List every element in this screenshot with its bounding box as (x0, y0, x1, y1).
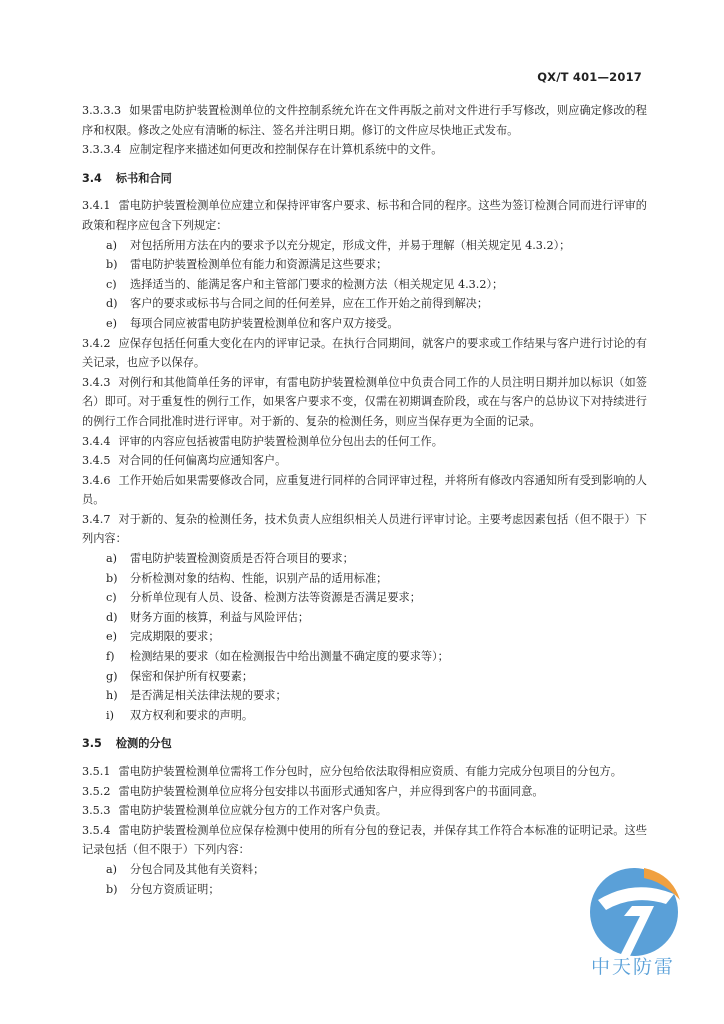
list-item-text: 分析检测对象的结构、性能，识别产品的适用标准； (130, 571, 388, 585)
clause-number: 3.4.6 (82, 473, 111, 487)
clause-paragraph (82, 821, 647, 860)
clause-text: 应保存包括任何重大变化在内的评审记录。在执行合同期间，就客户的要求或工作结果与客户进行讨论的有关记录，也应予以保存。 (82, 336, 647, 370)
list-item (82, 588, 647, 608)
list-item-text: 是否满足相关法律法规的要求； (130, 689, 287, 703)
clause-number: 3.3.3.3 (82, 104, 122, 117)
list-item-label: a) (106, 552, 118, 566)
list-item-text: 分析单位现有人员、设备、检测方法等资源是否满足要求； (130, 591, 421, 605)
clause-paragraph (82, 196, 647, 235)
clause-paragraph (82, 782, 647, 802)
list-item-label: a) (106, 238, 118, 252)
clause-paragraph (82, 432, 647, 452)
clause-number: 3.4.3 (82, 375, 111, 389)
clause-paragraph (82, 334, 647, 373)
clause-number: 3.4.7 (82, 512, 111, 526)
list-item (82, 608, 647, 628)
clause-paragraph (82, 801, 647, 821)
section-heading (82, 169, 647, 189)
list-item (82, 314, 647, 334)
list-item-label: c) (106, 277, 117, 291)
list-item (82, 860, 647, 880)
clause-text: 评审的内容应包括被雷电防护装置检测单位分包出去的任何工作。 (118, 434, 443, 448)
list-item-label: g) (106, 669, 118, 683)
list-item-text: 分包方资质证明； (130, 882, 220, 896)
section-title: 检测的分包 (115, 737, 172, 751)
clause-number: 3.5.1 (82, 765, 111, 778)
list-item-text: 完成期限的要求； (130, 630, 220, 644)
clause-text: 对例行和其他简单任务的评审，有雷电防护装置检测单位中负责合同工作的人员注明日期并加以标识（如签名）即可。对于重复性的例行工作，如果客户要求不变，仅需在初期调查阶段，或在与客户的总协议下对持续进行的例行工作合同批准时进行评审。对于新的、复杂的检测任务，则应当保存更为全面的记录。 (82, 375, 647, 428)
section-number: 3.5 (82, 737, 102, 751)
list-item-text: 检测结果的要求（如在检测报告中给出测量不确定度的要求等）； (130, 650, 449, 664)
list-item-text: 对包括所用方法在内的要求予以充分规定，形成文件，并易于理解（相关规定见 4.3.2）； (130, 238, 571, 252)
list-item (82, 706, 647, 726)
list-item (82, 275, 647, 295)
list-item (82, 686, 647, 706)
page-number: 5 (635, 924, 642, 935)
list-item-text: 每项合同应被雷电防护装置检测单位和客户双方接受。 (130, 316, 399, 330)
list-item (82, 255, 647, 275)
clause-paragraph (82, 451, 647, 471)
list-item-label: h) (106, 689, 118, 703)
clause-text: 应制定程序来描述如何更改和控制保存在计算机系统中的文件。 (129, 143, 443, 157)
standard-code: QX/T 401—2017 (537, 70, 642, 84)
clause-number: 3.4.4 (82, 434, 111, 448)
clause-text: 工作开始后如果需要修改合同，应重复进行同样的合同评审过程，并将所有修改内容通知所有受到影响的人员。 (82, 473, 647, 507)
clause-text: 如果雷电防护装置检测单位的文件控制系统允许在文件再版之前对文件进行手写修改，则应确定修改的程序和权限。修改之处应有清晰的标注、签名并注明日期。修订的文件应尽快地正式发布。 (82, 104, 647, 137)
document-body (82, 101, 647, 899)
section-number: 3.4 (82, 171, 102, 185)
clause-text: 雷电防护装置检测单位应保存检测中使用的所有分包的登记表，并保存其工作符合本标准的证明记录。这些记录包括（但不限于）下列内容： (82, 823, 647, 857)
list-item (82, 549, 647, 569)
clause-text: 雷电防护装置检测单位应建立和保持评审客户要求、标书和合同的程序。这些为签订检测合同而进行评审的政策和程序应包含下列规定： (82, 199, 647, 232)
list-item-text: 选择适当的、能满足客户和主管部门要求的检测方法（相关规定见 4.3.2）； (130, 277, 504, 291)
clause-number: 3.5.4 (82, 823, 111, 837)
list-item-text: 财务方面的核算，利益与风险评估； (130, 610, 310, 624)
clause-paragraph (82, 510, 647, 549)
watermark-text: 中天防雷 (590, 956, 675, 978)
list-item-text: 雷电防护装置检测单位有能力和资源满足这些要求； (130, 258, 388, 272)
clause-paragraph (82, 373, 647, 432)
clause-number: 3.4.1 (82, 199, 111, 213)
list-item-text: 分包合同及其他有关资料； (130, 862, 265, 876)
clause-number: 3.4.5 (82, 454, 111, 468)
list-item-label: a) (106, 862, 118, 876)
section-heading (82, 734, 647, 754)
list-item (82, 294, 647, 314)
list-item-label: b) (106, 571, 118, 585)
list-item (82, 647, 647, 667)
list-item-label: f) (106, 650, 115, 664)
list-item (82, 569, 647, 589)
clause-paragraph (82, 762, 647, 782)
clause-number: 3.5.2 (82, 784, 111, 798)
list-item-label: e) (106, 630, 117, 644)
clause-paragraph (82, 140, 647, 160)
list-item-label: e) (106, 316, 117, 330)
clause-paragraph (82, 101, 647, 140)
list-item-label: d) (106, 297, 118, 311)
clause-paragraph (82, 471, 647, 510)
section-title: 标书和合同 (115, 171, 172, 185)
list-item (82, 880, 647, 900)
clause-number: 3.5.3 (82, 804, 111, 818)
clause-number: 3.4.2 (82, 336, 111, 350)
list-item-label: d) (106, 610, 118, 624)
list-item (82, 627, 647, 647)
list-item-text: 雷电防护装置检测资质是否符合项目的要求； (130, 552, 354, 566)
list-item-label: c) (106, 591, 117, 605)
list-item-text: 客户的要求或标书与合同之间的任何差异，应在工作开始之前得到解决； (130, 297, 489, 311)
clause-text: 雷电防护装置检测单位应将分包安排以书面形式通知客户，并应得到客户的书面同意。 (118, 784, 544, 798)
clause-text: 对合同的任何偏离均应通知客户。 (118, 454, 287, 468)
list-item-label: i) (106, 708, 114, 722)
list-item (82, 667, 647, 687)
list-item-text: 双方权利和要求的声明。 (130, 708, 254, 722)
clause-text: 雷电防护装置检测单位应就分包方的工作对客户负责。 (118, 804, 387, 818)
list-item-text: 保密和保护所有权要素； (130, 669, 254, 683)
list-item-label: b) (106, 882, 118, 896)
clause-text: 雷电防护装置检测单位需将工作分包时，应分包给依法取得相应资质、有能力完成分包项目的分包方。 (118, 765, 622, 778)
list-item (82, 236, 647, 256)
clause-number: 3.3.3.4 (82, 143, 122, 157)
clause-text: 对于新的、复杂的检测任务，技术负责人应组织相关人员进行评审讨论。主要考虑因素包括（但不限于）下列内容： (82, 512, 647, 546)
list-item-label: b) (106, 258, 118, 272)
